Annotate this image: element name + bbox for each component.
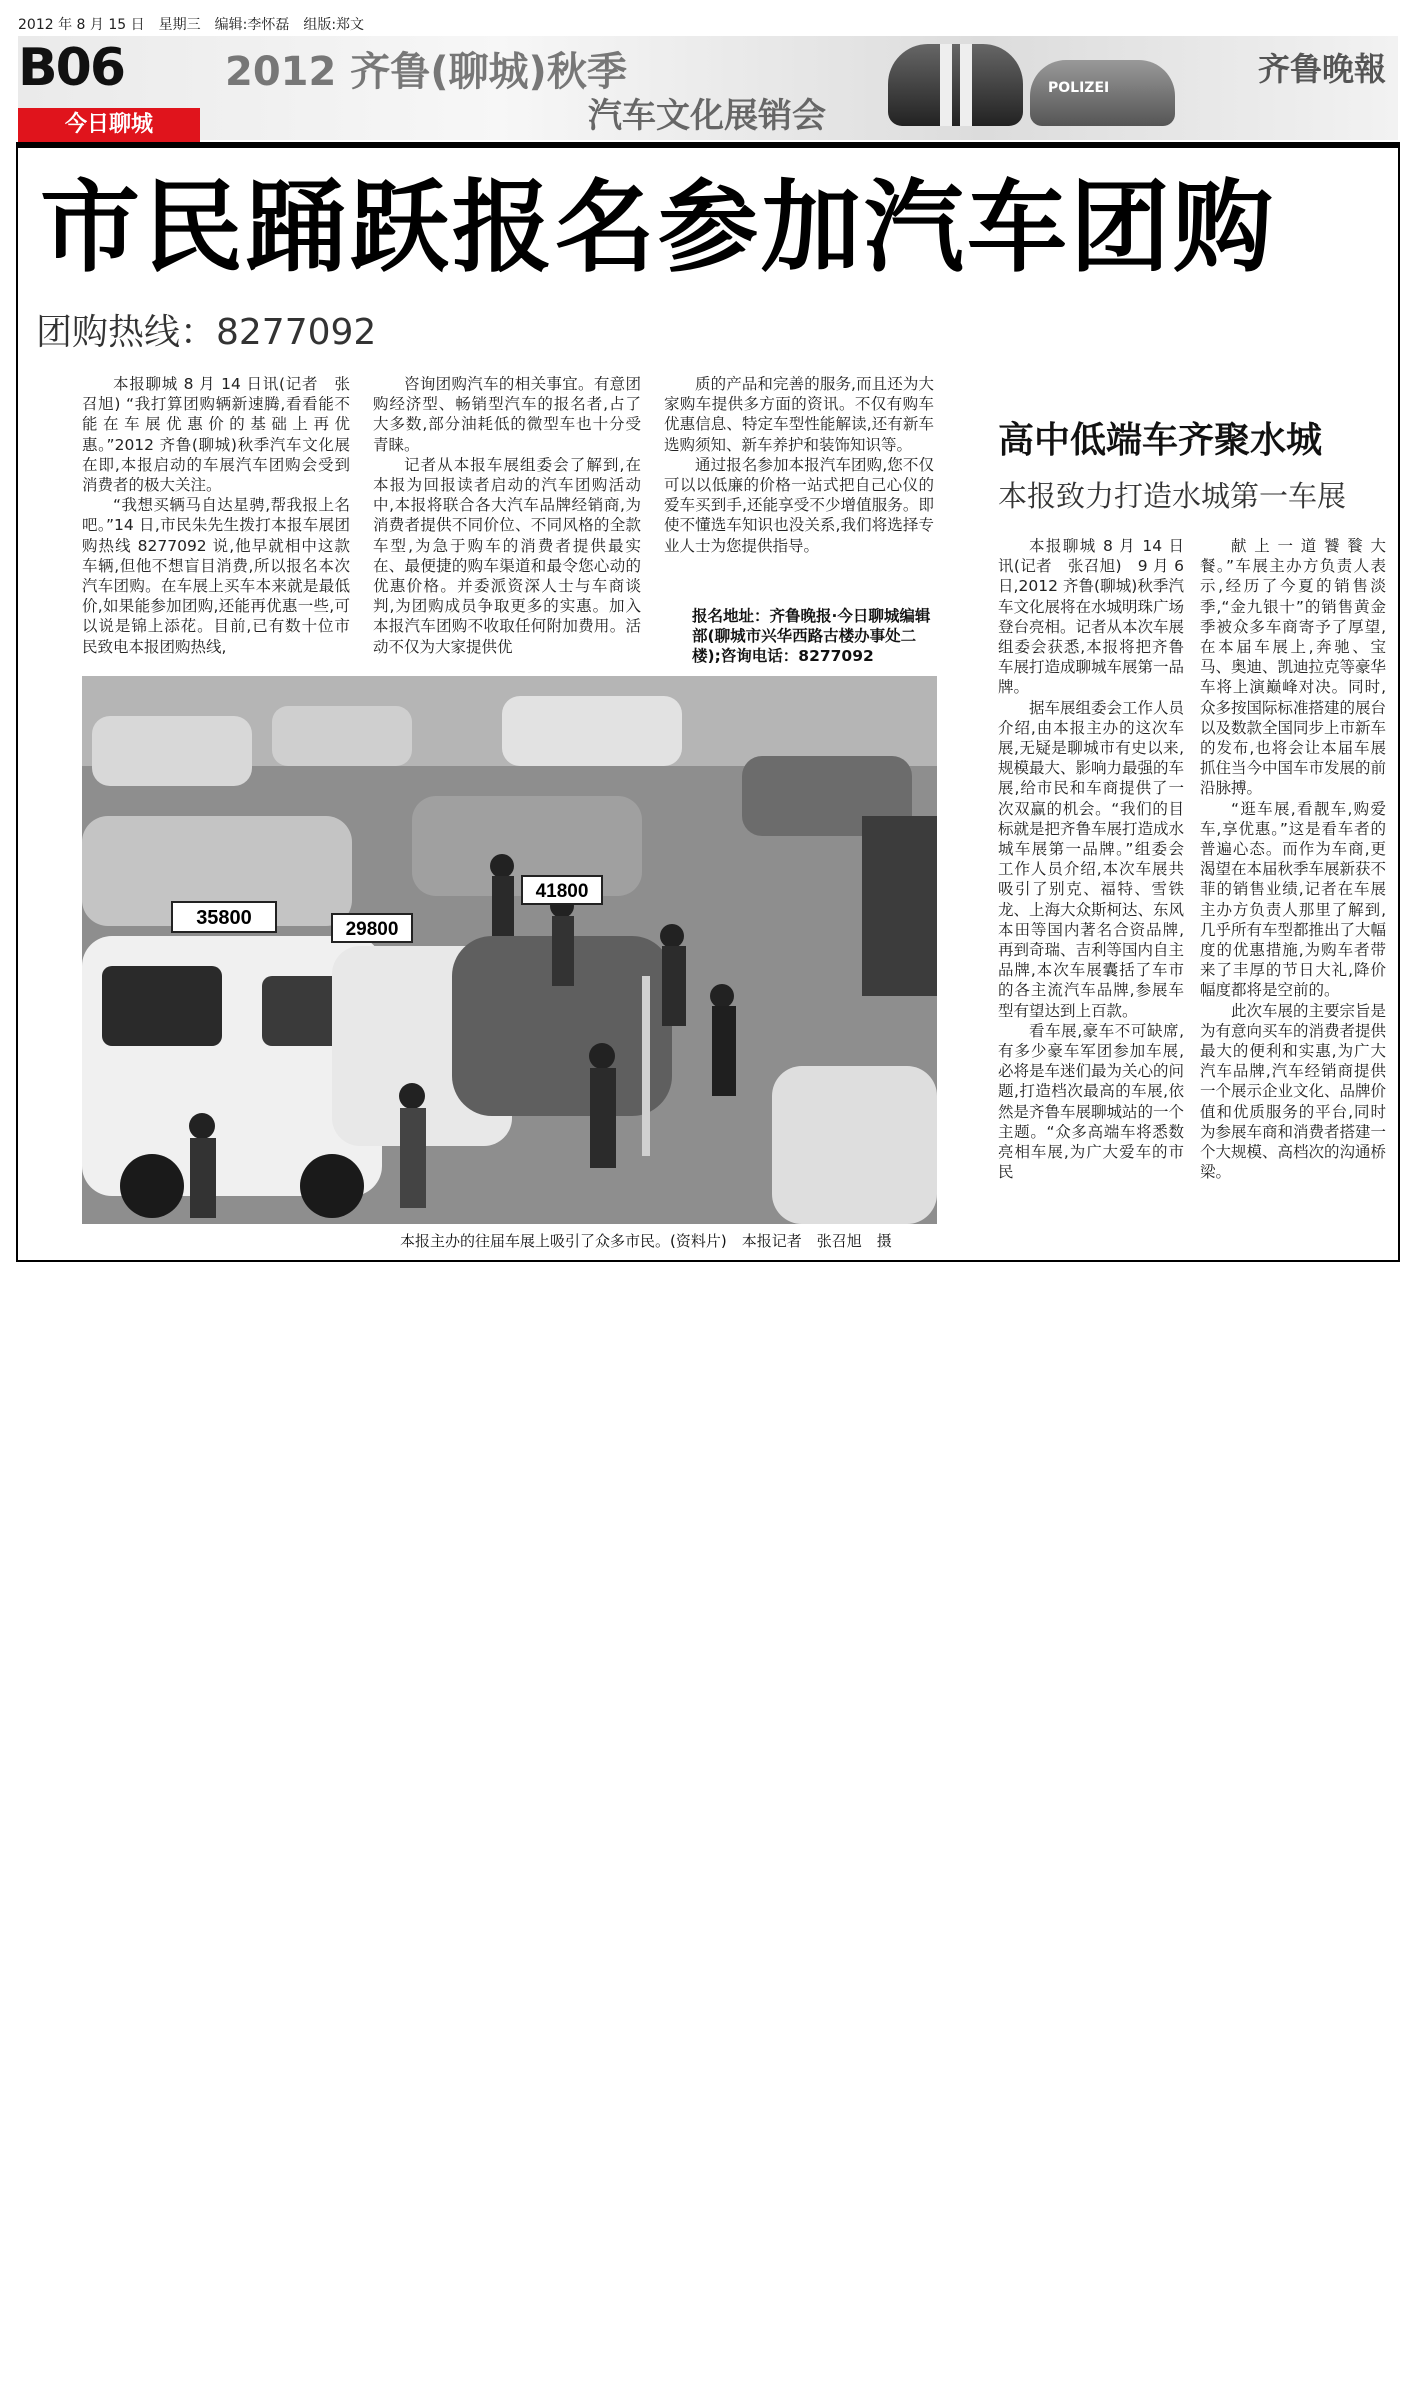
banner-subtitle: 汽车文化展销会 [588, 96, 826, 136]
paragraph: 看车展,豪车不可缺席,有多少豪车军团参加车展,必将是车迷们最为关心的问题,打造档次最高的车展,依然是齐鲁车展聊城站的一个主题。“众多高端车将悉数亮相车展,为广大爱车的市民 [998, 1021, 1185, 1182]
sidebar-column-1 [998, 536, 1184, 1183]
sidebar-subhead: 本报致力打造水城第一车展 [998, 479, 1347, 513]
paragraph: 质的产品和完善的服务,而且还为大家购车提供多方面的资讯。不仅有购车优惠信息、特定车型性能解读,还有新车选购须知、新车养护和装饰知识等。 [664, 375, 934, 454]
price-sign: 41800 [535, 881, 589, 902]
paragraph: “我想买辆马自达星骋,帮我报上名吧。”14 日,市民朱先生拨打本报车展团购热线 8277092 说,他早就相中这款车辆,但他不想盲目消费,所以报名本次汽车团购。在车展上买车本来就是最低价,如果能参加团购,还能再优惠一些,可以说是锦上添花。目前,已有数十位市民致电本报团购热线, [82, 496, 350, 656]
photo-caption: 本报主办的往届车展上吸引了众多市民。(资料片) 本报记者 张召旭 摄 [400, 1232, 892, 1250]
article-column-2 [373, 374, 641, 657]
paragraph: 此次车展的主要宗旨是为有意向买车的消费者提供最大的便利和实惠,为广大汽车品牌,汽车经销商提供一个展示企业文化、品牌价值和优质服务的平台,同时为参展车商和消费者搭建一个大规模、高档次的沟通桥梁。 [1200, 1001, 1387, 1182]
paragraph: “逛车展,看靓车,购爱车,享优惠。”这是看车者的普遍心态。而作为车商,更渴望在本届秋季车展新获不菲的销售业绩,记者在车展主办方负责人那里了解到,几乎所有车型都推出了大幅度的优惠措施,为购车者带来了丰厚的节日大礼,降价幅度都将是空前的。 [1200, 799, 1387, 1000]
page-number: B06 [18, 38, 124, 98]
article-column-1 [82, 374, 350, 657]
article-column-3 [664, 374, 934, 556]
sidebar-headline: 高中低端车齐聚水城 [998, 420, 1323, 461]
paragraph: 记者从本报车展组委会了解到,在本报为回报读者启动的汽车团购活动中,本报将联合各大汽车品牌经销商,为消费者提供不同价位、不同风格的全款车型,为急于购车的消费者提供最实在、最便捷的购车渠道和最令您心动的优惠价格。并委派资深人士与车商谈判,为团购成员争取更多的实惠。加入本报汽车团购不收取任何附加费用。活动不仅为大家提供优 [373, 455, 641, 656]
sidebar-column-2 [1200, 536, 1386, 1183]
banner-title: 2012 齐鲁(聊城)秋季 [225, 49, 627, 95]
hotline-subhead: 团购热线：8277092 [36, 312, 377, 353]
newspaper-masthead: 齐鲁晚報 [1258, 50, 1387, 88]
price-sign: 35800 [196, 907, 252, 929]
price-sign: 29800 [345, 919, 399, 940]
car-plate-text: POLIZEI [1048, 80, 1110, 96]
signup-address: 报名地址：齐鲁晚报·今日聊城编辑部(聊城市兴华西路古楼办事处二楼);咨询电话：8277092 [692, 607, 931, 666]
paragraph: 本报聊城 8 月 14 日讯(记者 张召旭) 9 月 6 日,2012 齐鲁(聊城)秋季汽车文化展将在水城明珠广场登台亮相。记者从本次车展组委会获悉,本报将把齐鲁车展打造成聊城车展第一品牌。 [998, 537, 1185, 697]
section-tab: 今日聊城 [18, 108, 200, 142]
paragraph: 通过报名参加本报汽车团购,您不仅可以以低廉的价格一站式把自己心仪的爱车买到手,还能享受不少增值服务。即使不懂选车知识也没关系,我们将选择专业人士为您提供指导。 [664, 455, 934, 555]
race-car-illustration [888, 44, 1023, 126]
paragraph: 据车展组委会工作人员介绍,由本报主办的这次车展,无疑是聊城市有史以来,规模最大、影响力最强的车展,给市民和车商提供了一次双赢的机会。“我们的目标就是把齐鲁车展打造成水城车展第一品牌。”组委会工作人员介绍,本次车展共吸引了别克、福特、雪铁龙、上海大众斯柯达、东风本田等国内著名合资品牌,再到奇瑞、吉利等国内自主品牌,本次车展囊括了车市的各主流汽车品牌,参展车型有望达到上百款。 [998, 698, 1185, 1020]
photo-illustration [82, 676, 937, 1224]
paragraph: 献上一道饕餮大餐。”车展主办方负责人表示,经历了今夏的销售淡季,“金九银十”的销售黄金季被众多车商寄予了厚望,在本届车展上,奔驰、宝马、奥迪、凯迪拉克等豪华车将上演巅峰对决。同时,众多按国际标准搭建的展台以及数款全国同步上市新车的发布,也将会让本届车展抓住当今中国车市发展的前沿脉搏。 [1200, 537, 1387, 798]
paragraph: 咨询团购汽车的相关事宜。有意团购经济型、畅销型汽车的报名者,占了大多数,部分油耗低的微型车也十分受青睐。 [373, 375, 641, 454]
car-show-photo [82, 676, 937, 1224]
article-headline: 市民踊跃报名参加汽车团购 [40, 169, 1276, 286]
paragraph: 本报聊城 8 月 14 日讯(记者 张召旭) “我打算团购辆新速腾,看看能不能在车展优惠价的基础上再优惠。”2012 齐鲁(聊城)秋季汽车文化展在即,本报启动的车展汽车团购会受到消费者的极大关注。 [82, 375, 350, 495]
dateline: 2012 年 8 月 15 日 星期三 编辑:李怀磊 组版:郑文 [18, 17, 365, 33]
